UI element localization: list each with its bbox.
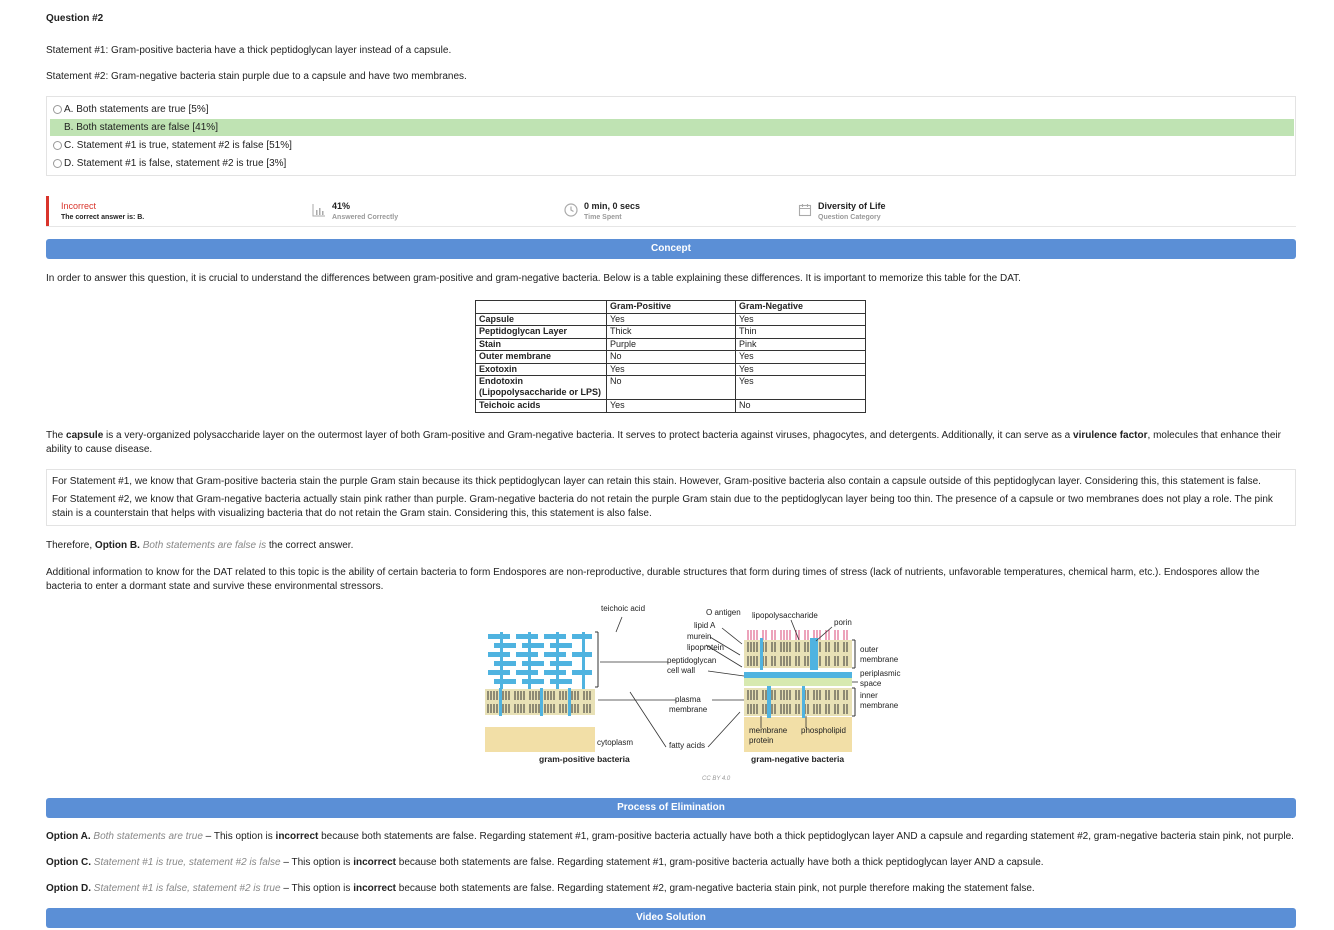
inner-membrane [744,686,852,718]
text-segment: Therefore, [46,540,95,551]
label-fatty-acids: fatty acids [669,741,706,750]
table-cell: Teichoic acids [476,400,607,413]
time-value: 0 min, 0 secs [584,201,641,211]
radio-icon[interactable] [53,105,62,114]
label-murein: murein [687,632,712,641]
label-membrane: membrane [749,726,788,735]
label-teichoic-acid: teichoic acid [601,604,646,613]
statement-explanation-box [46,469,1296,526]
table-header-cell: Gram-Positive [607,301,736,314]
percent-value: 41% [332,201,351,211]
table-cell: Capsule [476,313,607,326]
explanation-statement-1: For Statement #1, we know that Gram-positive bacteria stain the purple Gram stain because its thick peptidoglycan layer can retain this stain. However, Gram-positive bacteria also contain a capsule outside of this peptidoglycan layer. Considering this, this statement is false. [52,476,1261,487]
table-header-cell: Gram-Negative [736,301,866,314]
table-cell: Yes [736,351,866,364]
statement-2: Statement #2: Gram-negative bacteria stain purple due to a capsule and have two membranes. [46,71,467,82]
bold-term: incorrect [353,883,396,894]
elimination-header[interactable]: Process of Elimination [46,798,1296,818]
text-segment: the correct answer. [266,540,354,551]
table-cell: Yes [607,313,736,326]
outer-membrane [744,638,852,670]
label-porin: porin [834,618,852,627]
label-phospholipid: phospholipid [801,726,846,735]
table-cell: Yes [607,400,736,413]
table-row [476,313,866,326]
table-cell: No [607,376,736,400]
option-c[interactable] [50,137,1294,154]
text-segment: The [46,430,67,441]
label-gram-negative: gram-negative bacteria [751,754,845,764]
label-plasma-membrane: membrane [669,705,708,714]
option-ref: Option D. [46,883,91,894]
category-label: Question Category [818,214,881,221]
table-cell: Yes [607,363,736,376]
table-header-cell [476,301,607,314]
table-cell: Peptidoglycan Layer [476,326,607,339]
option-label: C. Statement #1 is true, statement #2 is false [51%] [64,140,292,151]
bar-chart-icon [312,203,326,217]
bacteria-cell-wall-diagram [476,602,901,787]
comparison-table [475,300,866,413]
table-cell: Exotoxin [476,363,607,376]
label-lipopolysaccharide: lipopolysaccharide [752,611,818,620]
answer-options [46,96,1296,176]
table-cell: Endotoxin (Lipopolysaccharide or LPS) [476,376,607,400]
table-row [476,351,866,364]
therefore-line [46,539,1296,553]
label-outer-membrane: membrane [860,655,899,664]
peptidoglycan-layers [485,632,595,690]
thin-peptidoglycan [744,672,852,678]
label-periplasmic: periplasmic [860,669,901,678]
label-peptidoglycan: peptidoglycan [667,656,717,665]
time-spent-stat [584,201,640,221]
option-label: A. Both statements are true [5%] [64,104,209,115]
status-text: Incorrect [61,201,97,211]
category-stat [818,201,886,221]
label-o-antigen: O antigen [706,608,741,617]
text-segment: – This option is [202,831,276,842]
option-a[interactable] [50,101,1294,118]
additional-info: Additional information to know for the DAT related to this topic is the ability of certain bacteria to form Endospores are non-reproductive, durable structures that form during times of stress (lack of nutrients, unfavorable temperatures, chemical harm, etc.). Endospores allow the bacteria to enter a dormant state and survive these environmental stressors. [46,567,1260,592]
category-value: Diversity of Life [818,201,886,211]
table-cell: Purple [607,338,736,351]
label-inner: inner [860,691,878,700]
bold-term: capsule [66,430,104,441]
calendar-icon [798,203,812,217]
label-cytoplasm: cytoplasm [597,738,634,747]
correct-answer-text: The correct answer is: B. [61,214,145,221]
option-label: B. Both statements are false [41%] [64,122,218,133]
table-row [476,326,866,339]
table-cell: Outer membrane [476,351,607,364]
bold-term: incorrect [353,857,396,868]
result-stats [46,196,1296,227]
bold-term: incorrect [275,831,319,842]
concept-intro: In order to answer this question, it is crucial to understand the differences between gram-positive and gram-negative bacteria. Below is a table explaining these differences. It is important to memorize this table for the DAT. [46,273,1021,284]
explanation-statement-2: For Statement #2, we know that Gram-negative bacteria actually stain pink rather than purple. Gram-negative bacteria do not retain the purple Gram stain due to the peptidoglycan layer being too thin. The presence of a capsule or two membranes does not play a role. The pink stain is a counterstain that helps with visualizing bacteria that do not retain the Gram stain. Considering this, this statement is also false. [52,494,1273,519]
table-cell: Thick [607,326,736,339]
text-segment: because both statements are false. Regarding statement #1, gram-positive bacteria actually have both a thick peptidoglycan layer AND a capsule and regarding statement #2, gram-negative bacteria stain pink, not purple. [318,831,1294,842]
plasma-membrane-gp [485,688,595,716]
text-segment: because both statements are false. Regarding statement #2, gram-negative bacteria stain pink, not purple therefore making the statement false. [395,883,1035,894]
table-cell: No [736,400,866,413]
option-ref: Option B. [94,540,140,551]
option-text: Statement #1 is false, statement #2 is true [91,883,281,894]
radio-icon[interactable] [53,159,62,168]
option-b[interactable] [50,119,1294,136]
option-d[interactable] [50,155,1294,172]
elimination-option-d [46,882,1296,896]
elimination-option-a [46,830,1296,844]
video-solution-header[interactable]: Video Solution [46,908,1296,928]
label-membrane-protein: protein [749,736,774,745]
option-ref: Option A. [46,831,91,842]
text-segment: , molecules that enhance their ability to cause disease. [46,430,1281,455]
table-row [476,376,866,400]
result-status [61,201,144,221]
text-segment: because both statements are false. Regarding statement #1, gram-positive bacteria actually have both a thick peptidoglycan layer AND a capsule. [395,857,1044,868]
option-ref: Option C. [46,857,91,868]
question-title: Question #2 [46,13,104,24]
radio-icon[interactable] [53,141,62,150]
label-space: space [860,679,882,688]
time-label: Time Spent [584,214,622,221]
table-cell: Yes [736,376,866,400]
bold-term: virulence factor [1073,430,1148,441]
table-cell: No [607,351,736,364]
label-outer: outer [860,645,879,654]
label-inner-membrane: membrane [860,701,899,710]
elimination-option-c [46,856,1296,870]
text-segment: – This option is [280,857,354,868]
incorrect-indicator [46,196,49,226]
label-plasma: plasma [675,695,701,704]
clock-icon [564,203,578,217]
table-row [476,363,866,376]
table-cell: Yes [736,313,866,326]
license-caption: CC BY 4.0 [702,776,731,782]
option-text: Both statements are true [90,831,203,842]
table-cell: Pink [736,338,866,351]
option-text: Both statements are false is [139,540,267,551]
table-row [476,400,866,413]
label-gram-positive: gram-positive bacteria [539,754,630,764]
concept-header[interactable]: Concept [46,239,1296,259]
label-cell-wall: cell wall [667,666,696,675]
option-text: Statement #1 is true, statement #2 is false [91,857,281,868]
statement-1: Statement #1: Gram-positive bacteria have a thick peptidoglycan layer instead of a capsule. [46,45,452,56]
table-cell: Thin [736,326,866,339]
table-cell: Yes [736,363,866,376]
table-row [476,338,866,351]
table-cell: Stain [476,338,607,351]
percent-label: Answered Correctly [332,214,399,221]
capsule-paragraph [46,429,1296,457]
option-label: D. Statement #1 is false, statement #2 is true [3%] [64,158,287,169]
text-segment: – This option is [280,883,354,894]
text-segment: is a very-organized polysaccharide layer on the outermost layer of both Gram-positive and Gram-negative bacteria. It serves to protect bacteria against viruses, phagocytes, and detergents. Additionally, it can serve as a [103,430,1074,441]
answered-correctly-stat [332,201,398,221]
table-header-row [476,301,866,314]
label-lipoprotein: lipoprotein [687,643,724,652]
label-lipid-a: lipid A [694,621,716,630]
